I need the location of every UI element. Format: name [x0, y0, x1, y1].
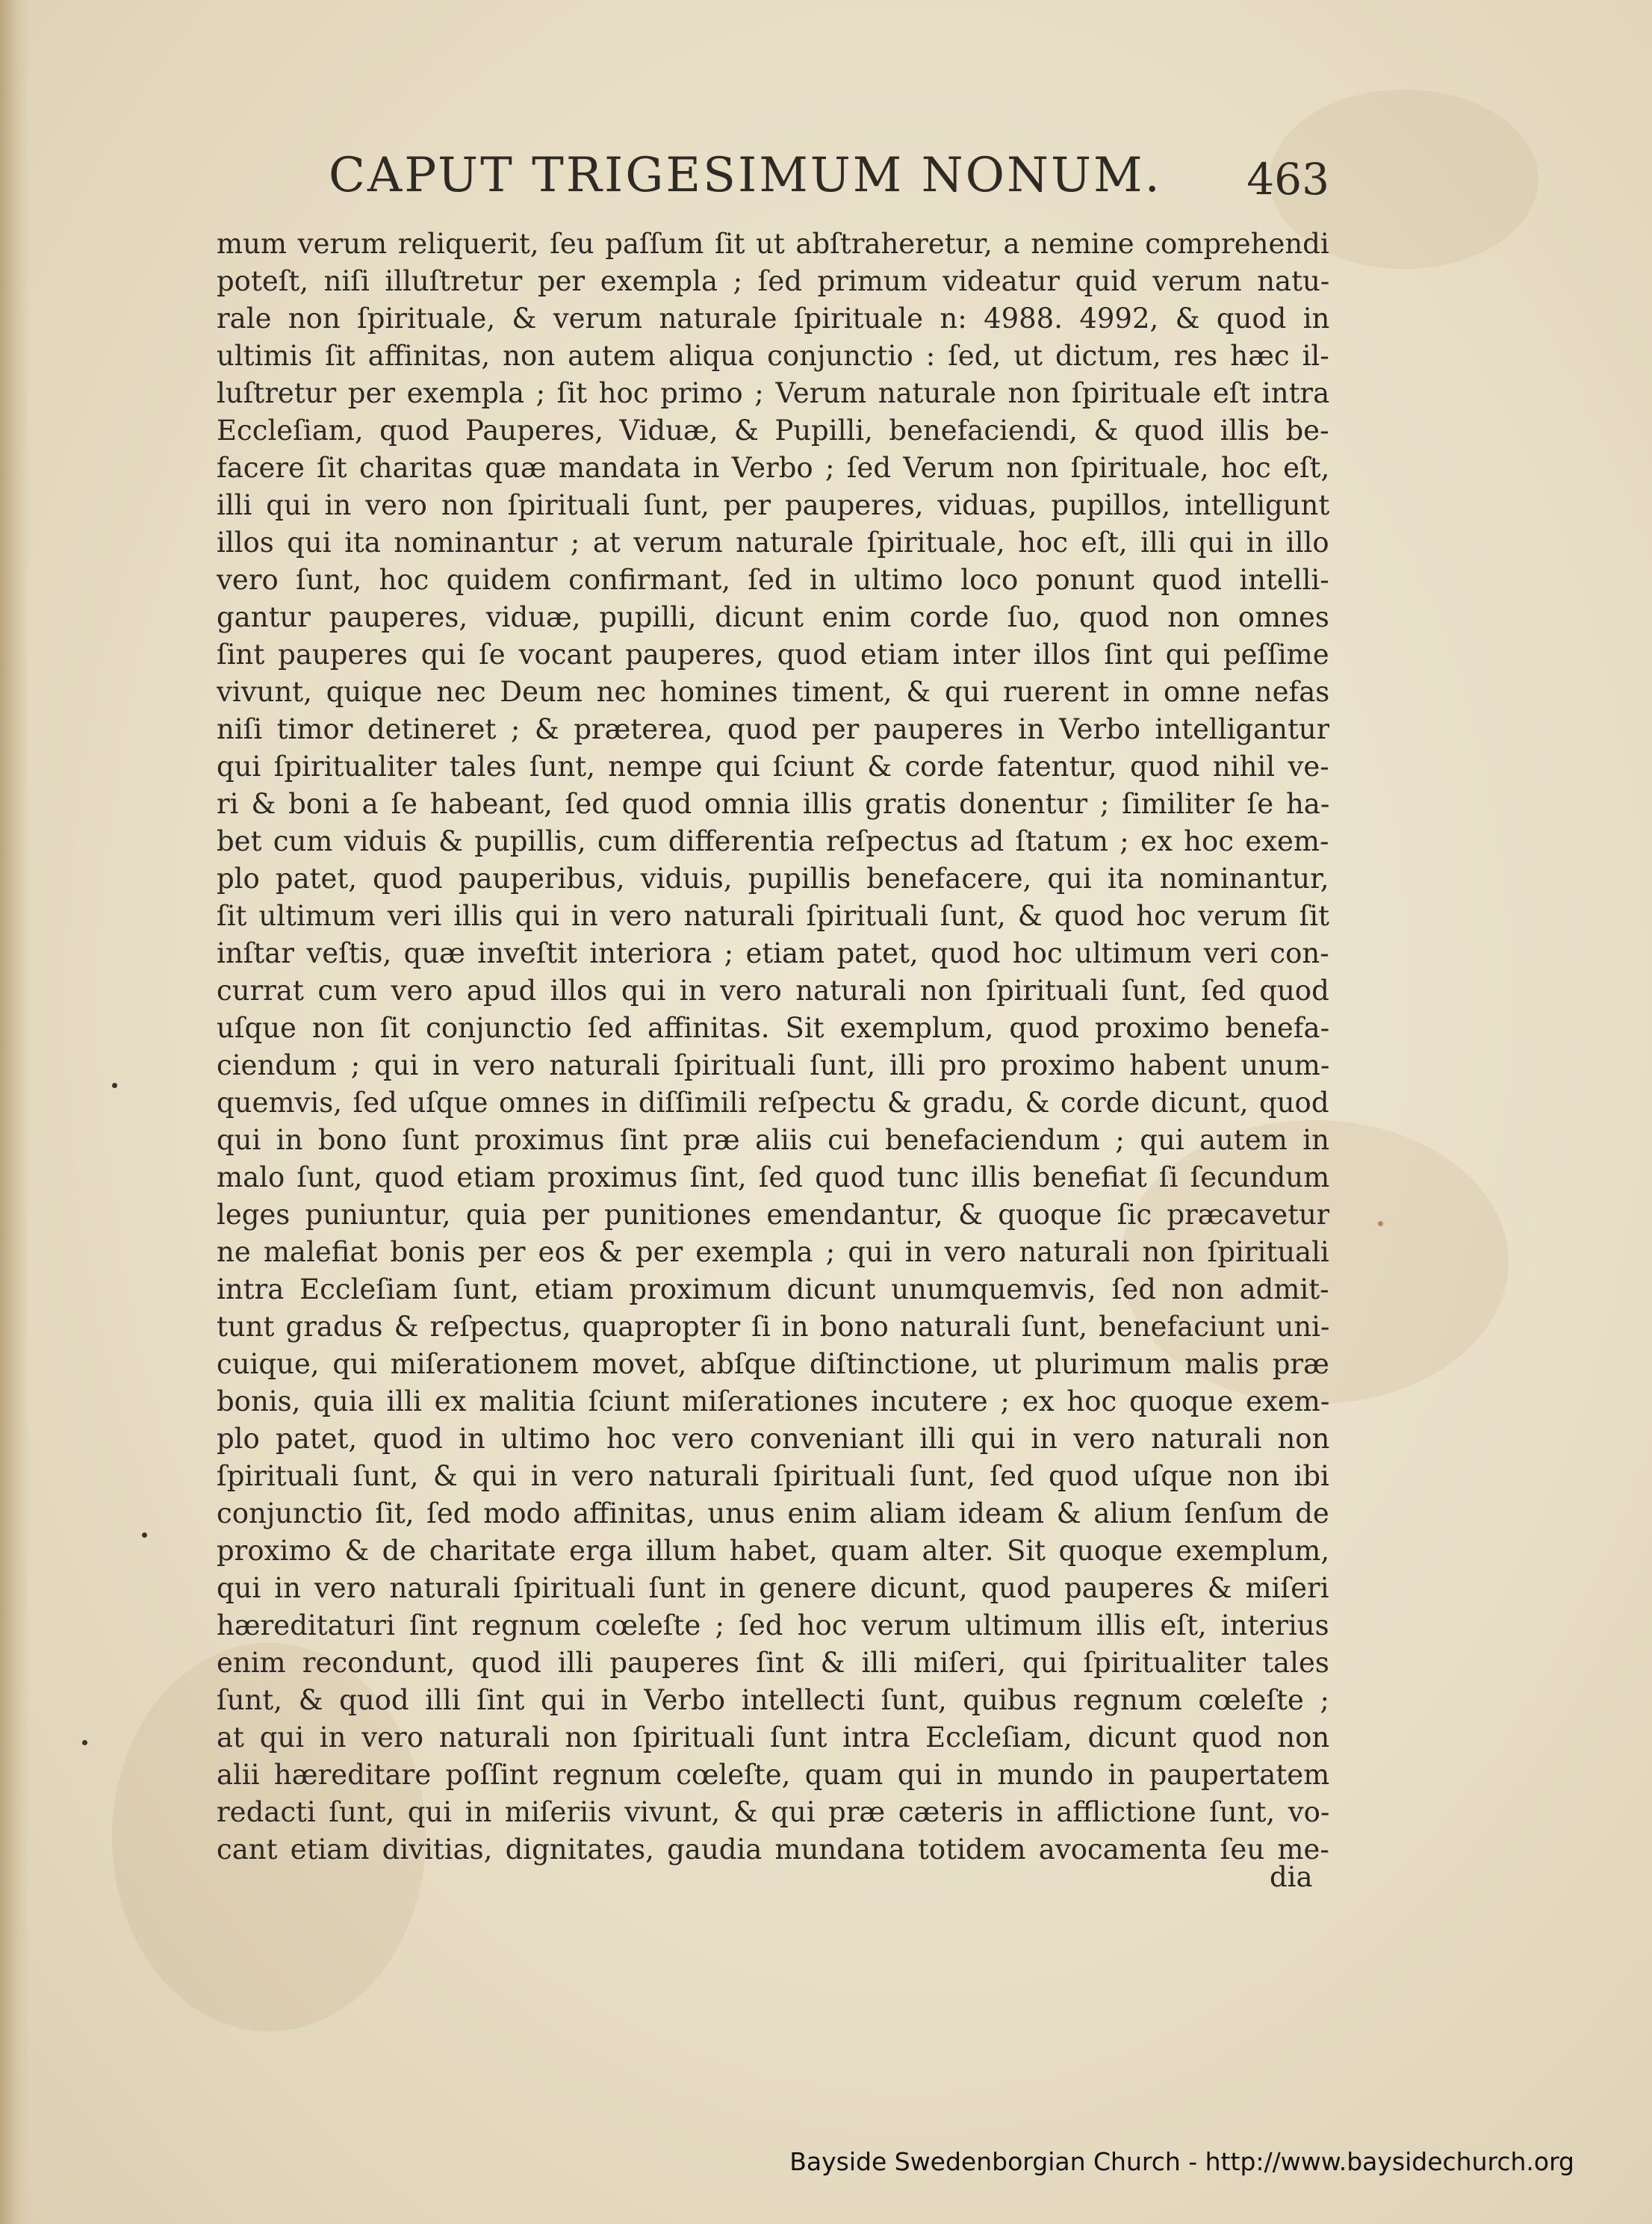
text-line: leges puniuntur, quia per punitiones emendantur, & quoque ſic præcavetur: [217, 1199, 1329, 1231]
text-line: redacti ſunt, qui in miſeriis vivunt, & qui præ cæteris in afflictione ſunt, vo-: [217, 1796, 1329, 1828]
text-line: bet cum viduis & pupillis, cum differentia reſpectus ad ſtatum ; ex hoc exem-: [217, 825, 1329, 857]
text-line: currat cum vero apud illos qui in vero naturali non ſpirituali ſunt, ſed quod: [217, 975, 1329, 1007]
text-line: niſi timor detineret ; & præterea, quod per pauperes in Verbo intelligantur: [217, 713, 1329, 745]
text-line: intra Eccleſiam ſunt, etiam proximum dicunt unumquemvis, ſed non admit-: [217, 1273, 1329, 1305]
ink-speck: [1378, 1221, 1383, 1226]
page-gutter-shadow: [0, 0, 30, 2224]
text-line: quemvis, ſed uſque omnes in diſſimili reſpectu & gradu, & corde dicunt, quod: [217, 1087, 1329, 1119]
text-line: Eccleſiam, quod Pauperes, Viduæ, & Pupilli, benefaciendi, & quod illis be-: [217, 414, 1329, 447]
catchword: dia: [1270, 1861, 1313, 1893]
text-line: ſpirituali ſunt, & qui in vero naturali ſpirituali ſunt, ſed quod uſque non ibi: [217, 1460, 1329, 1492]
text-line: mum verum reliquerit, ſeu paſſum ſit ut abſtraheretur, a nemine comprehendi: [217, 228, 1329, 260]
text-line: tunt gradus & reſpectus, quapropter ſi in bono naturali ſunt, benefaciunt uni-: [217, 1311, 1329, 1343]
running-title: CAPUT TRIGESIMUM NONUM.: [329, 148, 1162, 203]
text-line: malo ſunt, quod etiam proximus ſint, ſed quod tunc illis benefiat ſi ſecundum: [217, 1161, 1329, 1193]
text-line: cant etiam divitias, dignitates, gaudia mundana totidem avocamenta ſeu me-: [217, 1833, 1329, 1866]
text-line: uſque non ſit conjunctio ſed affinitas. Sit exemplum, quod proximo benefa-: [217, 1012, 1329, 1044]
text-line: hæreditaturi ſint regnum cœleſte ; ſed hoc verum ultimum illis eſt, interius: [217, 1609, 1329, 1641]
text-line: facere ſit charitas quæ mandata in Verbo ; ſed Verum non ſpirituale, hoc eſt,: [217, 452, 1329, 484]
text-line: plo patet, quod in ultimo hoc vero conveniant illi qui in vero naturali non: [217, 1423, 1329, 1455]
text-line: cuique, qui miſerationem movet, abſque diſtinctione, ut plurimum malis præ: [217, 1348, 1329, 1380]
text-line: plo patet, quod pauperibus, viduis, pupillis benefacere, qui ita nominantur,: [217, 863, 1329, 895]
text-line: vero ſunt, hoc quidem confirmant, ſed in ultimo loco ponunt quod intelli-: [217, 564, 1329, 596]
text-line: illos qui ita nominantur ; at verum naturale ſpirituale, hoc eſt, illi qui in illo: [217, 527, 1329, 559]
running-header: [329, 140, 1344, 215]
text-line: ri & boni a ſe habeant, ſed quod omnia illis gratis donentur ; ſimiliter ſe ha-: [217, 788, 1329, 820]
text-line: alii hæreditare poſſint regnum cœleſte, quam qui in mundo in paupertatem: [217, 1759, 1329, 1791]
text-line: gantur pauperes, viduæ, pupilli, dicunt enim corde ſuo, quod non omnes: [217, 601, 1329, 633]
ink-speck: [142, 1532, 147, 1538]
text-line: vivunt, quique nec Deum nec homines timent, & qui ruerent in omne nefas: [217, 676, 1329, 708]
text-line: ne malefiat bonis per eos & per exempla ; qui in vero naturali non ſpirituali: [217, 1236, 1329, 1268]
text-line: proximo & de charitate erga illum habet, quam alter. Sit quoque exemplum,: [217, 1535, 1329, 1567]
text-line: luſtretur per exempla ; ſit hoc primo ; Verum naturale non ſpirituale eſt intra: [217, 377, 1329, 409]
text-line: qui in bono ſunt proximus ſint præ aliis cui benefaciendum ; qui autem in: [217, 1124, 1329, 1156]
text-line: enim recondunt, quod illi pauperes ſint & illi miſeri, qui ſpiritualiter tales: [217, 1647, 1329, 1679]
text-line: illi qui in vero non ſpirituali ſunt, per pauperes, viduas, pupillos, intelligunt: [217, 489, 1329, 521]
text-line: inſtar veſtis, quæ inveſtit interiora ; etiam patet, quod hoc ultimum veri con-: [217, 937, 1329, 969]
text-line: ſint pauperes qui ſe vocant pauperes, quod etiam inter illos ſint qui peſſime: [217, 639, 1329, 671]
text-line: qui in vero naturali ſpirituali ſunt in genere dicunt, quod pauperes & miſeri: [217, 1572, 1329, 1604]
ink-speck: [82, 1740, 87, 1745]
text-line: qui ſpiritualiter tales ſunt, nempe qui ſciunt & corde fatentur, quod nihil ve-: [217, 751, 1329, 783]
text-line: poteſt, niſi illuſtretur per exempla ; ſed primum videatur quid verum natu-: [217, 265, 1329, 297]
text-line: ſunt, & quod illi ſint qui in Verbo intellecti ſunt, quibus regnum cœleſte ;: [217, 1684, 1329, 1716]
watermark-caption: Bayside Swedenborgian Church - http://www.baysidechurch.org: [789, 2147, 1574, 2176]
text-line: rale non ſpirituale, & verum naturale ſpirituale n: 4988. 4992, & quod in: [217, 302, 1329, 335]
text-line: ſit ultimum veri illis qui in vero naturali ſpirituali ſunt, & quod hoc verum ſit: [217, 900, 1329, 932]
text-line: ciendum ; qui in vero naturali ſpirituali ſunt, illi pro proximo habent unum-: [217, 1049, 1329, 1081]
page-number: 463: [1246, 154, 1329, 205]
text-line: at qui in vero naturali non ſpirituali ſunt intra Eccleſiam, dicunt quod non: [217, 1721, 1329, 1754]
text-line: conjunctio ſit, ſed modo affinitas, unus enim aliam ideam & alium ſenſum de: [217, 1497, 1329, 1529]
text-line: ultimis ſit affinitas, non autem aliqua conjunctio : ſed, ut dictum, res hæc il-: [217, 340, 1329, 372]
ink-speck: [112, 1083, 117, 1088]
body-text: [217, 226, 1329, 1869]
text-line: bonis, quia illi ex malitia ſciunt miſerationes incutere ; ex hoc quoque exem-: [217, 1385, 1329, 1417]
